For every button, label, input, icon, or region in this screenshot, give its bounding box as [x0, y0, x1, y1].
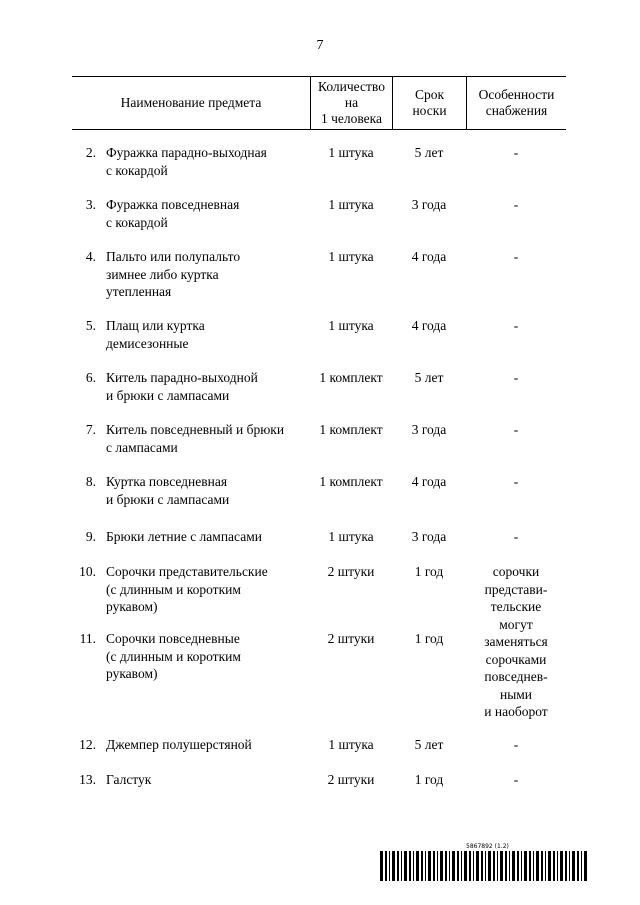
barcode-bar [385, 851, 387, 881]
barcode-bar [421, 851, 423, 881]
item-quantity: 2 штуки [327, 631, 375, 646]
barcode-bar [529, 851, 531, 881]
item-name-line: рукавом) [106, 599, 158, 614]
row-number: 7. [85, 422, 96, 437]
merged-feature-note: сорочки представи- тельские могут заменяться сорочками повседнев- ными и наоборот [484, 564, 548, 719]
barcode-text: 5867892 (1.2) [466, 843, 509, 850]
item-name-line: Пальто или полупальто [106, 249, 241, 264]
barcode-bar [509, 851, 510, 881]
item-wear-period: 5 лет [414, 737, 444, 752]
row-number: 12. [79, 737, 96, 752]
item-name-line: Китель парадно-выходной [106, 370, 258, 385]
item-feature: - [513, 474, 519, 489]
item-name-line: (с длинным и коротким [106, 581, 241, 597]
item-feature: - [513, 197, 519, 212]
item-name-line: и брюки с лампасами [106, 387, 230, 403]
item-wear-period: 3 года [411, 422, 447, 437]
barcode-bar [517, 851, 519, 881]
item-quantity: 1 штука [328, 737, 374, 752]
barcode-bar [500, 851, 503, 881]
item-feature: - [513, 529, 519, 544]
item-quantity: 2 штуки [327, 564, 375, 579]
item-feature: - [513, 249, 519, 264]
item-name [106, 196, 310, 231]
barcode-bar [464, 851, 467, 881]
item-name-line: Брюки летние с лампасами [106, 529, 262, 544]
item-feature: - [513, 772, 519, 787]
barcode-bar [577, 851, 579, 881]
item-name [106, 144, 310, 179]
barcode-bar [457, 851, 459, 881]
item-wear-period: 4 года [411, 249, 447, 264]
item-feature: - [513, 422, 519, 437]
item-name-line: Плащ или куртка [106, 318, 205, 333]
header-term [393, 76, 466, 129]
item-wear-period: 1 год [414, 564, 444, 579]
header-feature-line: Особенности [478, 86, 555, 102]
row-number: 4. [85, 249, 96, 264]
barcode-bar [565, 851, 567, 881]
item-quantity: 1 штука [328, 197, 374, 212]
barcode-bar [572, 851, 575, 881]
barcode-bar [437, 851, 438, 881]
row-number: 2. [85, 145, 96, 160]
item-wear-period: 4 года [411, 318, 447, 333]
row-number: 6. [85, 370, 96, 385]
item-name-line: Сорочки представительские [106, 564, 268, 579]
row-number: 8. [85, 474, 96, 489]
barcode-bar [392, 851, 395, 881]
barcode-bar [505, 851, 507, 881]
item-name-line: Сорочки повседневные [106, 631, 240, 646]
barcode-bar [380, 851, 383, 881]
header-qty-line: на [344, 94, 359, 110]
item-name-line: Фуражка парадно-выходная [106, 145, 267, 160]
item-feature: - [513, 737, 519, 752]
barcode-bar [548, 851, 551, 881]
item-feature: - [513, 370, 519, 385]
row-number: 11. [79, 631, 96, 646]
item-wear-period: 5 лет [414, 370, 444, 385]
item-quantity: 1 штука [328, 145, 374, 160]
item-name [106, 528, 310, 546]
barcode-bar [493, 851, 495, 881]
barcode-bar [428, 851, 431, 881]
item-name-line: (с длинным и коротким [106, 648, 241, 664]
header-term-line: носки [412, 102, 447, 118]
barcode-bar [581, 851, 582, 881]
barcode-bar [469, 851, 471, 881]
item-quantity: 2 штуки [327, 772, 375, 787]
barcode-bar [409, 851, 411, 881]
header-qty-line: 1 человека [320, 110, 382, 126]
barcode-bar [497, 851, 498, 881]
table-header-rule [72, 129, 566, 130]
barcode-bar [425, 851, 426, 881]
item-name-line: и брюки с лампасами [106, 491, 230, 507]
item-feature: - [513, 145, 519, 160]
item-name-line: с лампасами [106, 439, 178, 455]
barcode-bar [545, 851, 546, 881]
item-wear-period: 5 лет [414, 145, 444, 160]
header-name: Наименование предмета [120, 94, 262, 110]
barcode-bar [413, 851, 414, 881]
barcode-bar [449, 851, 450, 881]
item-quantity: 1 комплект [319, 422, 383, 437]
barcode-bar [541, 851, 543, 881]
header-term-line: Срок [414, 86, 445, 102]
item-name [106, 771, 310, 789]
item-name [106, 248, 310, 301]
item-wear-period: 1 год [414, 631, 444, 646]
item-quantity: 1 штука [328, 529, 374, 544]
item-name-line: утепленная [106, 284, 172, 299]
barcode-bar [476, 851, 479, 881]
barcode-bar [397, 851, 399, 881]
item-quantity: 1 штука [328, 249, 374, 264]
item-name [106, 421, 310, 456]
barcode-bar [452, 851, 455, 881]
item-name [106, 317, 310, 352]
item-wear-period: 4 года [411, 474, 447, 489]
item-name-line: Куртка повседневная [106, 474, 228, 489]
item-quantity: 1 комплект [319, 474, 383, 489]
row-number: 9. [85, 529, 96, 544]
item-name [106, 736, 310, 754]
barcode-bar [461, 851, 462, 881]
item-name [106, 563, 310, 616]
barcode-bar [440, 851, 443, 881]
barcode-bar [404, 851, 407, 881]
barcode-bar [473, 851, 474, 881]
barcode-bar [584, 851, 587, 881]
item-wear-period: 3 года [411, 529, 447, 544]
barcode-bar [560, 851, 563, 881]
item-quantity: 1 штука [328, 318, 374, 333]
barcode-bar [512, 851, 515, 881]
item-name-line: рукавом) [106, 666, 158, 681]
row-number: 13. [79, 772, 96, 787]
barcode-bar [533, 851, 534, 881]
item-name-line: демисезонные [106, 335, 189, 351]
barcode-bar [524, 851, 527, 881]
barcode-bar [536, 851, 539, 881]
item-name-line: Китель повседневный и брюки [106, 422, 285, 437]
item-quantity: 1 комплект [319, 370, 383, 385]
barcode-bar [553, 851, 555, 881]
barcode-bar [488, 851, 491, 881]
row-number: 3. [85, 197, 96, 212]
barcode-bar [389, 851, 390, 881]
item-name-line: зимнее либо куртка [106, 266, 219, 282]
barcode-bar [416, 851, 419, 881]
barcode-bar [401, 851, 402, 881]
header-qty [311, 76, 392, 129]
item-name [106, 369, 310, 404]
row-number: 5. [85, 318, 96, 333]
item-name [106, 473, 310, 508]
item-name-line: Фуражка повседневная [106, 197, 240, 212]
barcode-bar [481, 851, 483, 881]
item-wear-period: 1 год [414, 772, 444, 787]
barcode-bar [521, 851, 522, 881]
page-number: 7 [316, 38, 324, 53]
item-feature: - [513, 318, 519, 333]
item-name-line: Галстук [106, 772, 152, 787]
item-name-line: с кокардой [106, 162, 168, 178]
item-name-line: с кокардой [106, 214, 168, 230]
header-qty-line: Количество [318, 78, 385, 94]
item-name [106, 630, 310, 683]
item-wear-period: 3 года [411, 197, 447, 212]
barcode [380, 851, 588, 881]
barcode-bar [485, 851, 486, 881]
row-number: 10. [79, 564, 96, 579]
barcode-bar [433, 851, 435, 881]
header-feature-line: снабжения [485, 102, 548, 118]
header-feature [467, 76, 566, 129]
barcode-bar [569, 851, 570, 881]
item-name-line: Джемпер полушерстяной [106, 737, 252, 752]
barcode-bar [557, 851, 558, 881]
barcode-bar [445, 851, 447, 881]
